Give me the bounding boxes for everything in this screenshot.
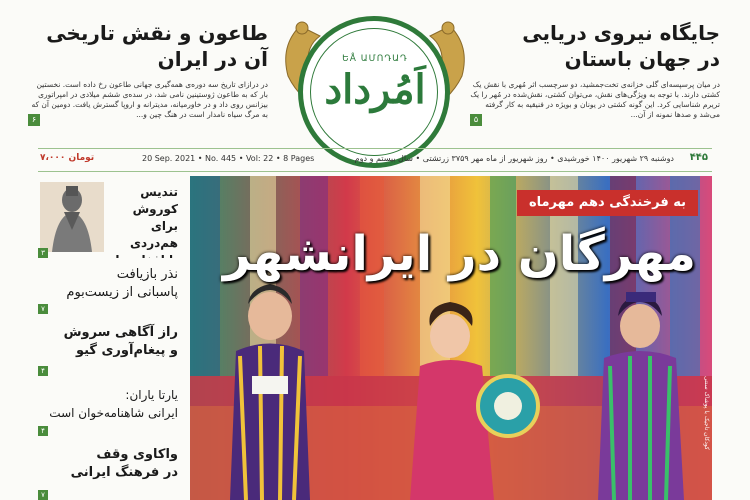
page-number-badge: ۴	[38, 426, 48, 436]
page-number-badge: ۳	[38, 248, 48, 258]
issue-info-strip	[38, 148, 712, 172]
header-story-body: در درازای تاریخ سه دوره‌ی همه‌گیری جهانی طاعون رخ داده است. نخستین بار که به طاعون ژوستینین نامی شد، در سده‌ی ششم میلادی در امپراتوری بیزانس روی داد و در خاورمیانه، مدیترانه و اروپا گسترش یافت. دومین آن که به مرگ سیاه نامدار است در هنگ چین و...	[31, 80, 268, 119]
page-number-badge: ۷	[38, 304, 48, 314]
cyrus-statue-photo	[40, 182, 104, 252]
page-number-badge: ۶	[28, 114, 40, 126]
sidebar-item-sorush[interactable]	[38, 314, 182, 377]
main-headline: مهرگان در ایرانشهر	[222, 226, 696, 282]
sidebar	[38, 176, 182, 500]
sidebar-item-cyrus[interactable]	[38, 176, 182, 259]
sidebar-item-text: نذر بازیافت پاسبانی از زیست‌بوم	[66, 267, 178, 300]
sidebar-item-text: یارتا یاران: ایرانی شاهنامه‌خوان است	[49, 388, 178, 420]
header-story-title: طاعون و نقش تاریخی آن در ایران	[46, 21, 268, 71]
page-number-badge: ۴	[38, 366, 48, 376]
sidebar-item-text: تندیس کوروش برای هم‌دردی	[130, 185, 178, 250]
main-photo[interactable]	[190, 176, 712, 500]
sidebar-item-text: واکاوی وقف در فرهنگ ایرانی	[70, 447, 178, 480]
photo-caption: کودکان تاجیک با پوشاک سنتی	[703, 376, 710, 450]
mehregan-children-photo	[190, 176, 712, 500]
sidebar-item-text: راز آگاهی سروش و پیغام‌آوری گیو	[63, 325, 178, 358]
page-number-badge: ۵	[470, 114, 482, 126]
price: ۷،۰۰۰ تومان	[40, 153, 95, 163]
header-story-body: در میان پرسپسه‌ای گلی خزانه‌ی تخت‌جمشید، دو سرچسب اثر مُهری با نقش یک کشتی دارند. با توجه به ویژگی‌های نقش، می‌توان کشتی، نقش‌شده در مُهر را یک تریرم شناسایی کرد. این گونه کشتی در یونان و بویژه در فنیقیه به کار گرفته می‌شد و صدها نمونه از آن...	[470, 80, 720, 119]
date-en: 20 Sep. 2021 • No. 445 • Vol: 22 • 8 Pages	[142, 154, 315, 163]
header-story-navy[interactable]	[470, 20, 720, 124]
issue-number-fa: ۴۴۵	[689, 152, 708, 163]
sidebar-item-recycling[interactable]	[38, 258, 182, 315]
sidebar-item-waqf[interactable]	[38, 436, 182, 500]
headline-banner: به فرخندگی دهم مهرماه	[517, 190, 698, 216]
sidebar-item-shahnameh[interactable]	[38, 376, 182, 437]
date-fa: دوشنبه ۲۹ شهریور ۱۴۰۰ خورشیدی • روز شهریور از ماه مهر ۳۷۵۹ زرتشتی • سال بیستم و دوم	[354, 154, 674, 163]
header-story-title: جایگاه نیروی دریایی در جهان باستان	[522, 21, 720, 71]
logo-name: اَمُرداد	[324, 66, 426, 113]
header-story-plague[interactable]	[28, 20, 268, 124]
page-number-badge: ۷	[38, 490, 48, 500]
logo-subtitle: ԵÅ ԱՄՈԴԱԴ	[342, 54, 408, 64]
